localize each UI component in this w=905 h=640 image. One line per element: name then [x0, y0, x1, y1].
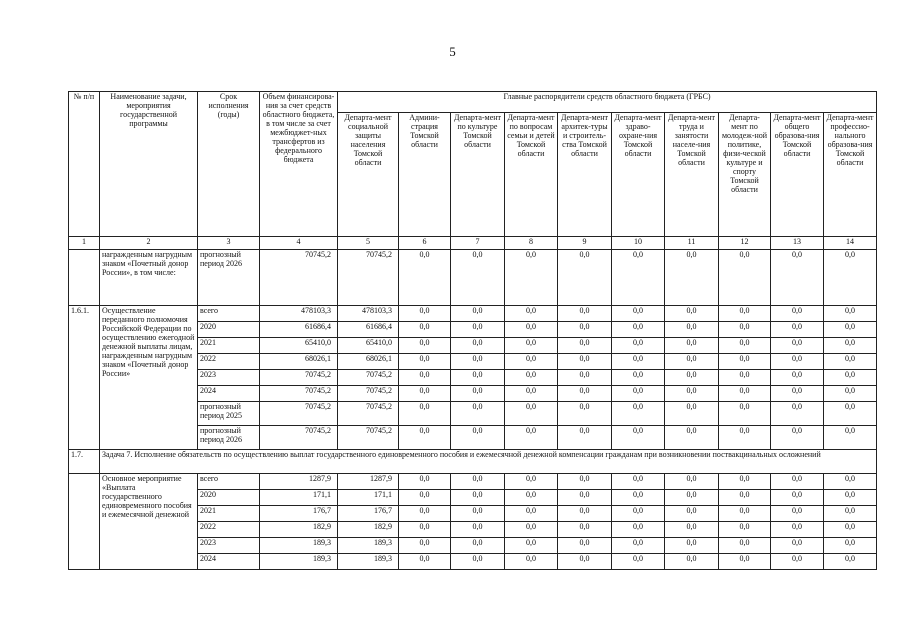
budget-table: [68, 91, 877, 570]
row-value: 0,0: [451, 506, 505, 522]
row-value: 0,0: [824, 490, 877, 506]
table-body: [69, 237, 877, 570]
row-value: 0,0: [451, 338, 505, 354]
row-value: 0,0: [558, 490, 612, 506]
row-number: [69, 474, 100, 570]
row-value: 0,0: [505, 522, 558, 538]
column-number: 8: [505, 237, 558, 250]
row-value: 0,0: [505, 386, 558, 402]
row-value: 0,0: [505, 338, 558, 354]
header-grbs-col: Департа-мент по вопросам семьи и детей Томской области: [505, 113, 558, 237]
row-value: 189,3: [338, 554, 399, 570]
row-value: 0,0: [505, 506, 558, 522]
row-term: 2020: [198, 490, 260, 506]
row-value: 0,0: [399, 506, 451, 522]
row-value: 0,0: [399, 426, 451, 450]
row-value: 0,0: [665, 490, 719, 506]
row-value: 61686,4: [260, 322, 338, 338]
row-value: 0,0: [665, 506, 719, 522]
row-value: 0,0: [558, 354, 612, 370]
row-value: 0,0: [505, 250, 558, 306]
row-term: 2020: [198, 322, 260, 338]
row-value: 0,0: [771, 338, 824, 354]
row-value: 0,0: [824, 522, 877, 538]
row-value: 0,0: [451, 474, 505, 490]
row-value: 0,0: [824, 250, 877, 306]
row-value: 0,0: [451, 250, 505, 306]
row-term: 2023: [198, 370, 260, 386]
row-value: 0,0: [399, 474, 451, 490]
row-term: всего: [198, 474, 260, 490]
row-value: 0,0: [505, 322, 558, 338]
row-value: 0,0: [665, 322, 719, 338]
row-term: 2021: [198, 338, 260, 354]
row-value: 0,0: [558, 554, 612, 570]
row-value: 0,0: [558, 370, 612, 386]
row-value: 0,0: [719, 554, 771, 570]
row-value: 0,0: [612, 426, 665, 450]
row-value: 0,0: [399, 338, 451, 354]
row-value: 0,0: [719, 250, 771, 306]
row-value: 0,0: [558, 474, 612, 490]
column-number: 14: [824, 237, 877, 250]
row-value: 0,0: [719, 506, 771, 522]
row-name: Осуществление переданного полномочия Российской Федерации по осуществлению ежегодной денежной выплаты лицам, награжденным нагрудным знаком «Почетный донор России»: [100, 306, 198, 450]
row-value: 0,0: [612, 250, 665, 306]
row-value: 70745,2: [260, 386, 338, 402]
column-number: 9: [558, 237, 612, 250]
row-value: 0,0: [612, 522, 665, 538]
row-value: 0,0: [771, 250, 824, 306]
row-value: 0,0: [771, 322, 824, 338]
header-term: Срок исполнения (годы): [198, 92, 260, 237]
row-value: 171,1: [260, 490, 338, 506]
row-value: 0,0: [505, 306, 558, 322]
row-value: 0,0: [665, 370, 719, 386]
row-value: 70745,2: [338, 370, 399, 386]
row-value: 0,0: [451, 426, 505, 450]
row-value: 182,9: [260, 522, 338, 538]
table-row: [69, 250, 877, 306]
row-value: 0,0: [824, 402, 877, 426]
table-row: [69, 306, 877, 322]
row-value: 0,0: [771, 402, 824, 426]
row-value: 1287,9: [338, 474, 399, 490]
row-value: 0,0: [451, 306, 505, 322]
row-value: 0,0: [665, 250, 719, 306]
row-value: 0,0: [719, 338, 771, 354]
column-number: 7: [451, 237, 505, 250]
column-number: 13: [771, 237, 824, 250]
header-num: № п/п: [69, 92, 100, 237]
row-value: 0,0: [612, 554, 665, 570]
row-value: 0,0: [719, 322, 771, 338]
row-value: 0,0: [612, 306, 665, 322]
column-number: 11: [665, 237, 719, 250]
row-value: 0,0: [612, 402, 665, 426]
row-value: 0,0: [771, 354, 824, 370]
row-value: 0,0: [824, 538, 877, 554]
column-number: 4: [260, 237, 338, 250]
row-value: 0,0: [719, 474, 771, 490]
row-value: 0,0: [824, 474, 877, 490]
row-value: 0,0: [665, 402, 719, 426]
row-number: [69, 250, 100, 306]
task-number: 1.7.: [69, 450, 100, 474]
row-value: 0,0: [665, 306, 719, 322]
column-number: 3: [198, 237, 260, 250]
row-value: 0,0: [719, 538, 771, 554]
column-number: 5: [338, 237, 399, 250]
row-value: 0,0: [771, 506, 824, 522]
row-term: 2022: [198, 354, 260, 370]
row-value: 61686,4: [338, 322, 399, 338]
row-value: 0,0: [558, 506, 612, 522]
header-grbs-col: Департа-мент труда и занятости населе-ния Томской области: [665, 113, 719, 237]
row-value: 0,0: [451, 538, 505, 554]
row-value: 0,0: [399, 402, 451, 426]
row-value: 68026,1: [338, 354, 399, 370]
row-value: 0,0: [451, 554, 505, 570]
row-value: 0,0: [771, 554, 824, 570]
row-value: 0,0: [558, 322, 612, 338]
row-value: 0,0: [612, 474, 665, 490]
row-term: прогнозный период 2026: [198, 426, 260, 450]
row-value: 0,0: [558, 402, 612, 426]
row-value: 0,0: [612, 354, 665, 370]
row-value: 0,0: [824, 306, 877, 322]
column-number: 1: [69, 237, 100, 250]
column-number: 10: [612, 237, 665, 250]
page-number: 5: [449, 44, 456, 59]
row-value: 65410,0: [260, 338, 338, 354]
row-value: 0,0: [612, 322, 665, 338]
header-grbs-col: Департа-мент архитек-туры и строитель-ства Томской области: [558, 113, 612, 237]
row-value: 0,0: [505, 426, 558, 450]
row-value: 189,3: [260, 554, 338, 570]
row-value: 0,0: [558, 338, 612, 354]
row-value: 0,0: [451, 402, 505, 426]
row-value: 0,0: [558, 306, 612, 322]
row-value: 0,0: [505, 490, 558, 506]
row-value: 0,0: [719, 490, 771, 506]
row-value: 0,0: [505, 354, 558, 370]
header-grbs-title: Главные распорядители средств областного бюджета (ГРБС): [338, 92, 877, 113]
row-term: прогнозный период 2025: [198, 402, 260, 426]
row-value: 0,0: [665, 554, 719, 570]
row-value: 189,3: [260, 538, 338, 554]
row-value: 0,0: [451, 322, 505, 338]
row-term: всего: [198, 306, 260, 322]
row-value: 0,0: [771, 538, 824, 554]
column-number: 2: [100, 237, 198, 250]
row-name: Основное мероприятие «Выплата государственного единовременного пособия и ежемесячной денежной: [100, 474, 198, 570]
row-value: 70745,2: [260, 402, 338, 426]
row-value: 70745,2: [338, 426, 399, 450]
row-value: 0,0: [399, 490, 451, 506]
row-value: 70745,2: [260, 250, 338, 306]
row-value: 0,0: [558, 386, 612, 402]
row-term: 2021: [198, 506, 260, 522]
row-value: 182,9: [338, 522, 399, 538]
row-value: 0,0: [771, 522, 824, 538]
row-value: 0,0: [505, 402, 558, 426]
row-value: 0,0: [824, 370, 877, 386]
header-grbs-col: Департа-мент общего образова-ния Томской области: [771, 113, 824, 237]
row-value: 0,0: [558, 522, 612, 538]
header-grbs-col: Департа-мент по молодеж-ной политике, физи-ческой культуре и спорту Томской области: [719, 113, 771, 237]
row-value: 0,0: [665, 538, 719, 554]
row-value: 0,0: [665, 426, 719, 450]
row-value: 0,0: [824, 338, 877, 354]
row-value: 0,0: [665, 386, 719, 402]
row-number: 1.6.1.: [69, 306, 100, 450]
row-value: 0,0: [612, 506, 665, 522]
row-value: 0,0: [399, 322, 451, 338]
row-term: прогнозный период 2026: [198, 250, 260, 306]
row-value: 176,7: [260, 506, 338, 522]
row-value: 0,0: [719, 426, 771, 450]
row-value: 0,0: [399, 354, 451, 370]
row-value: 0,0: [558, 426, 612, 450]
row-value: 0,0: [612, 538, 665, 554]
header-name: Наименование задачи, мероприятия государственной программы: [100, 92, 198, 237]
row-value: 0,0: [719, 522, 771, 538]
row-value: 0,0: [824, 322, 877, 338]
row-value: 0,0: [771, 426, 824, 450]
row-value: 0,0: [665, 354, 719, 370]
row-value: 1287,9: [260, 474, 338, 490]
row-value: 0,0: [558, 538, 612, 554]
row-value: 0,0: [771, 306, 824, 322]
row-name: награжденным нагрудным знаком «Почетный донор России», в том числе:: [100, 250, 198, 306]
header-grbs-col: Департа-мент профессио-нального образова-ния Томской области: [824, 113, 877, 237]
row-value: 0,0: [451, 386, 505, 402]
row-value: 70745,2: [260, 426, 338, 450]
table-header: [69, 92, 877, 237]
header-grbs-col: Админи-страция Томской области: [399, 113, 451, 237]
task-row: [69, 450, 877, 474]
row-value: 0,0: [719, 354, 771, 370]
row-value: 0,0: [399, 554, 451, 570]
row-value: 0,0: [824, 554, 877, 570]
column-number: 12: [719, 237, 771, 250]
header-grbs-col: Департа-мент здраво-охране-ния Томской области: [612, 113, 665, 237]
row-value: 0,0: [771, 474, 824, 490]
row-value: 0,0: [399, 538, 451, 554]
column-number-row: [69, 237, 877, 250]
row-value: 70745,2: [338, 386, 399, 402]
row-value: 70745,2: [260, 370, 338, 386]
row-value: 189,3: [338, 538, 399, 554]
header-grbs-col: Департа-мент социальной защиты населения Томской области: [338, 113, 399, 237]
row-value: 0,0: [505, 370, 558, 386]
column-number: 6: [399, 237, 451, 250]
row-value: 0,0: [771, 370, 824, 386]
row-value: 176,7: [338, 506, 399, 522]
row-value: 0,0: [451, 522, 505, 538]
row-value: 0,0: [399, 250, 451, 306]
row-value: 0,0: [399, 386, 451, 402]
row-value: 0,0: [505, 474, 558, 490]
row-value: 0,0: [399, 306, 451, 322]
header-volume: Объем финансирова-ния за счет средств областного бюджета, в том числе за счет межбюджет-ных трансфертов из федерального бюджета: [260, 92, 338, 237]
row-value: 171,1: [338, 490, 399, 506]
row-value: 0,0: [612, 370, 665, 386]
row-value: 478103,3: [260, 306, 338, 322]
row-value: 0,0: [665, 338, 719, 354]
row-value: 478103,3: [338, 306, 399, 322]
row-value: 0,0: [824, 354, 877, 370]
row-value: 0,0: [451, 490, 505, 506]
row-value: 68026,1: [260, 354, 338, 370]
row-value: 0,0: [451, 370, 505, 386]
row-value: 0,0: [665, 474, 719, 490]
task-text: Задача 7. Исполнение обязательств по осуществлению выплат государственного единовременного пособия и ежемесячной денежной компенсации гражданам при возникновении поствакцинальных осложнений: [100, 450, 877, 474]
row-value: 0,0: [451, 354, 505, 370]
row-value: 0,0: [719, 402, 771, 426]
row-value: 0,0: [824, 386, 877, 402]
row-value: 0,0: [399, 370, 451, 386]
row-value: 0,0: [612, 338, 665, 354]
row-value: 0,0: [505, 554, 558, 570]
row-value: 0,0: [505, 538, 558, 554]
row-value: 0,0: [719, 306, 771, 322]
row-term: 2024: [198, 554, 260, 570]
row-term: 2022: [198, 522, 260, 538]
row-value: 0,0: [558, 250, 612, 306]
row-value: 0,0: [824, 426, 877, 450]
row-value: 0,0: [399, 522, 451, 538]
row-value: 65410,0: [338, 338, 399, 354]
row-term: 2024: [198, 386, 260, 402]
table-row: [69, 474, 877, 490]
row-value: 70745,2: [338, 402, 399, 426]
row-value: 0,0: [719, 386, 771, 402]
row-value: 0,0: [665, 522, 719, 538]
row-value: 0,0: [771, 386, 824, 402]
row-term: 2023: [198, 538, 260, 554]
row-value: 0,0: [612, 490, 665, 506]
header-grbs-col: Департа-мент по культуре Томской области: [451, 113, 505, 237]
row-value: 0,0: [824, 506, 877, 522]
row-value: 0,0: [612, 386, 665, 402]
row-value: 70745,2: [338, 250, 399, 306]
row-value: 0,0: [771, 490, 824, 506]
row-value: 0,0: [719, 370, 771, 386]
